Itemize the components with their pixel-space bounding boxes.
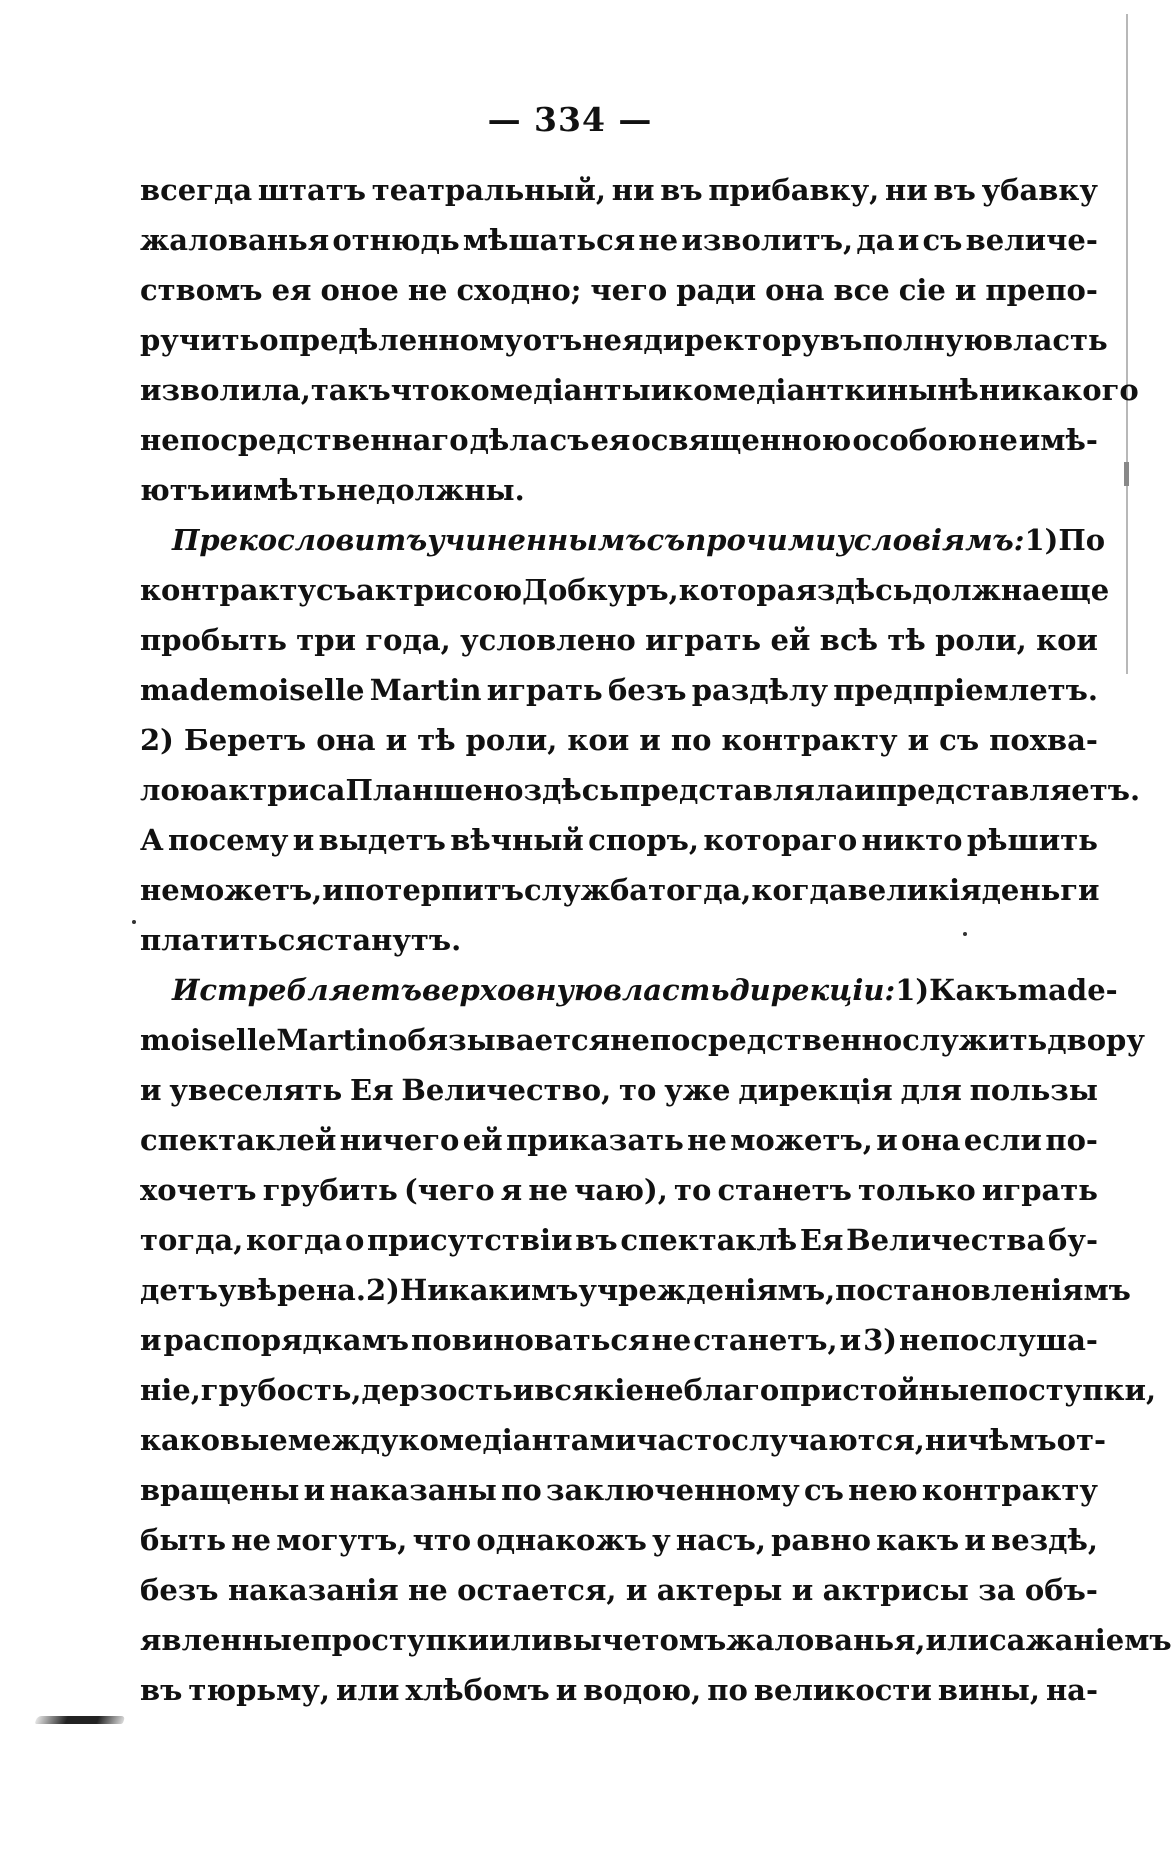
text-line: ручить опредѣленному отъ нея директору въ полную власть xyxy=(140,323,1108,357)
text-line: хочетъ грубить (чего я не чаю), то станетъ только играть xyxy=(140,1173,1098,1207)
text-line: безъ наказанія не остается, и актеры и актрисы за объ- xyxy=(140,1573,1098,1607)
text-line: Прекословитъ учиненнымъ съ прочими условіямъ: 1) По xyxy=(172,523,1106,557)
text-line: жалованья отнюдь мѣшаться не изволитъ, да и съ величе- xyxy=(140,223,1098,257)
text-line: moiselle Martin обязывается непосредственно служить двору xyxy=(140,1023,1145,1057)
text-line: спектаклей ничего ей приказать не можетъ, и она если по- xyxy=(140,1123,1098,1157)
text-line: быть не могутъ, что однакожъ у насъ, равно какъ и вездѣ, xyxy=(140,1523,1098,1557)
text-line: ствомъ ея оное не сходно; чего ради она все сіе и препо- xyxy=(140,273,1098,307)
text-line: непосредственнаго дѣла съ ея освященною особою не имѣ- xyxy=(140,423,1098,457)
page-number: — 334 — xyxy=(487,100,653,139)
text-line: платиться станутъ. xyxy=(140,923,462,957)
text-line: контракту съ актрисою Добкуръ, которая здѣсь должна еще xyxy=(140,573,1110,607)
text-line: въ тюрьму, или хлѣбомъ и водою, по великости вины, на- xyxy=(140,1673,1098,1707)
page-edge-mark xyxy=(1124,462,1129,486)
text-line: изволила, такъ что комедіанты и комедіантки нынѣ никакого xyxy=(140,373,1139,407)
text-line: тогда, когда о присутствіи въ спектаклѣ Ея Величества бу- xyxy=(140,1223,1098,1257)
text-line: 2) Беретъ она и тѣ роли, кои и по контракту и съ похва- xyxy=(140,723,1098,757)
text-line: mademoiselle Martin играть безъ раздѣлу предпріемлетъ. xyxy=(140,673,1098,707)
text-line: всегда штатъ театральный, ни въ прибавку, ни въ убавку xyxy=(140,173,1098,207)
text-line: А посему и выдетъ вѣчный споръ, котораго никто рѣшить xyxy=(140,823,1098,857)
body-text xyxy=(140,165,1172,1715)
text-line: не можетъ, и потерпитъ служба тогда, когда великія деньги xyxy=(140,873,1100,907)
text-line: и увеселять Ея Величество, то уже дирекція для пользы xyxy=(140,1073,1098,1107)
text-line: вращены и наказаны по заключенному съ нею контракту xyxy=(140,1473,1098,1507)
text-line: ніе, грубость, дерзость и всякіе неблагопристойные поступки, xyxy=(140,1373,1157,1407)
text-line: лою актриса Планшено здѣсь представляла и представляетъ. xyxy=(140,773,1141,807)
margin-dot xyxy=(132,920,136,924)
text-line: пробыть три года, условлено играть ей всѣ тѣ роли, кои xyxy=(140,623,1098,657)
text-line: явленные проступки или вычетомъ жалованья, или сажаніемъ xyxy=(140,1623,1172,1657)
text-line: Истребляетъ верховную власть дирекціи: 1) Какъ made- xyxy=(172,973,1118,1007)
text-line: каковые между комедіантами часто случаются, ничѣмъ от- xyxy=(140,1423,1107,1457)
text-line: и распорядкамъ повиноваться не станетъ, и 3) непослуша- xyxy=(140,1323,1098,1357)
text-line: детъ увѣрена. 2) Никакимъ учрежденіямъ, постановленіямъ xyxy=(140,1273,1131,1307)
text-line: ютъ и имѣть не должны. xyxy=(140,473,525,507)
ink-smudge xyxy=(35,1716,126,1724)
margin-dot xyxy=(963,932,967,936)
